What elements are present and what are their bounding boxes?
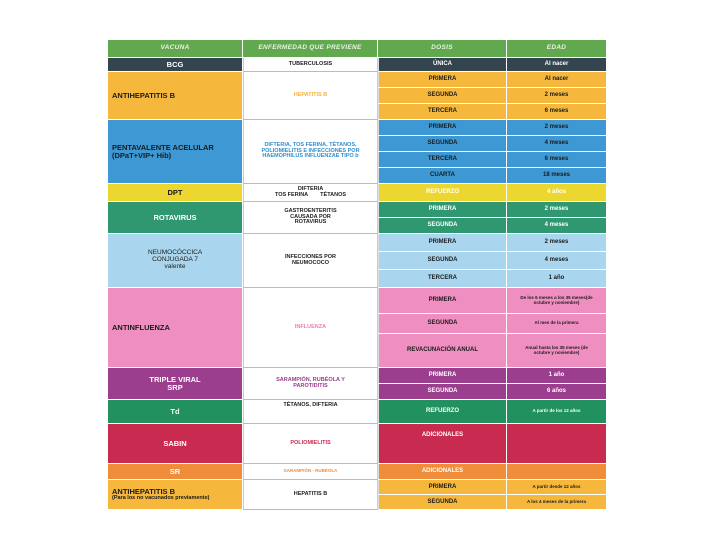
dose-r2: SEGUNDA: [378, 218, 507, 234]
disease-dpt: [243, 184, 378, 202]
vaccine-bcg: BCG: [108, 58, 243, 72]
age-i1: De los 6 meses a los 35 meses(de octubre y noviembre): [507, 288, 607, 314]
dose-hb2: SEGUNDA: [378, 495, 507, 510]
vaccine-rotavirus: ROTAVIRUS: [108, 202, 243, 234]
dose-n2: SEGUNDA: [378, 252, 507, 270]
disease-antihepatitis-b: HEPATITIS B: [243, 72, 378, 120]
disease-bcg: TUBERCULOSIS: [243, 58, 378, 72]
age-dpt: 4 años: [507, 184, 607, 202]
dose-t2: SEGUNDA: [378, 384, 507, 400]
dose-ah3: TERCERA: [378, 104, 507, 120]
disease-triple-viral: SARAMPIÓN, RUBÉOLA Y PAROTIDITIS: [243, 368, 378, 400]
dose-n3: TERCERA: [378, 270, 507, 288]
disease-sabin: POLIOMIELITIS: [243, 424, 378, 464]
age-n2: 4 meses: [507, 252, 607, 270]
disease-neumococcica: INFECCIONES POR NEUMOCOCO: [243, 234, 378, 288]
age-bcg: Al nacer: [507, 58, 607, 72]
age-ah3: 6 meses: [507, 104, 607, 120]
disease-sr: SARAMPIÓN - RUBÉOLA: [243, 464, 378, 480]
dose-n1: PRIMERA: [378, 234, 507, 252]
age-n3: 1 año: [507, 270, 607, 288]
dose-ah2: SEGUNDA: [378, 88, 507, 104]
header-edad: EDAD: [507, 40, 607, 58]
dose-p4: CUARTA: [378, 168, 507, 184]
dose-sr: ADICIONALES: [378, 464, 507, 480]
age-td: A partir de los 12 años: [507, 400, 607, 424]
header-dosis: DOSIS: [378, 40, 507, 58]
header-enfermedad: ENFERMEDAD QUE PREVIENE: [243, 40, 378, 58]
disease-dpt-bottom: TOS FERINA TÉTANOS: [274, 191, 347, 198]
vaccine-antinfluenza: ANTINFLUENZA: [108, 288, 243, 368]
age-sr: [507, 464, 607, 480]
age-n1: 2 meses: [507, 234, 607, 252]
dose-dpt: REFUERZO: [378, 184, 507, 202]
age-ah1: Al nacer: [507, 72, 607, 88]
age-p2: 4 meses: [507, 136, 607, 152]
dose-bcg: ÚNICA: [378, 58, 507, 72]
vaccine-td: Td: [108, 400, 243, 424]
dose-i3: REVACUNACIÓN ANUAL: [378, 334, 507, 368]
age-p3: 6 meses: [507, 152, 607, 168]
dose-sabin: ADICIONALES: [378, 424, 507, 464]
vaccine-antihepatitis-b: ANTIHEPATITIS B: [108, 72, 243, 120]
dose-r1: PRIMERA: [378, 202, 507, 218]
disease-rotavirus: GASTROENTERITIS CAUSADA POR ROTAVIRUS: [243, 202, 378, 234]
age-p1: 2 meses: [507, 120, 607, 136]
vaccine-triple-viral: TRIPLE VIRAL SRP: [108, 368, 243, 400]
dose-td: REFUERZO: [378, 400, 507, 424]
vaccine-dpt: DPT: [108, 184, 243, 202]
age-r1: 2 meses: [507, 202, 607, 218]
header-vacuna: VACUNA: [108, 40, 243, 58]
disease-influenza: INFLUENZA: [243, 288, 378, 368]
disease-td: TÉTANOS, DIFTERIA: [243, 400, 378, 424]
vaccine-antihepatitis-b-previous-note: (Para los no vacunados previamente): [112, 494, 210, 501]
age-i2: Al mes de la primera: [507, 314, 607, 334]
dose-p3: TERCERA: [378, 152, 507, 168]
disease-pentavalente: DIFTERIA, TOS FERINA, TÉTANOS, POLIOMIELITIS E INFECCIONES POR HAEMOPHILUS INFLUENZAE TIPO b: [243, 120, 378, 184]
age-p4: 18 meses: [507, 168, 607, 184]
age-hb1: A partir desde 12 años: [507, 480, 607, 495]
vaccine-neumococcica: NEUMOCÓCCICA CONJUGADA 7 valente: [108, 234, 243, 288]
age-ah2: 2 meses: [507, 88, 607, 104]
age-r2: 4 meses: [507, 218, 607, 234]
dose-i2: SEGUNDA: [378, 314, 507, 334]
dose-p2: SEGUNDA: [378, 136, 507, 152]
dose-i1: PRIMERA: [378, 288, 507, 314]
vaccine-antihepatitis-b-previous-label: ANTIHEPATITIS B: [112, 486, 176, 496]
dose-p1: PRIMERA: [378, 120, 507, 136]
age-i3: Anual hasta los 35 meses (de octubre y noviembre): [507, 334, 607, 368]
vaccine-sabin: SABIN: [108, 424, 243, 464]
age-sabin: [507, 424, 607, 464]
dose-t1: PRIMERA: [378, 368, 507, 384]
disease-antihepatitis-b-previous: HEPATITIS B: [243, 480, 378, 510]
vaccination-table: [108, 40, 607, 510]
vaccine-antihepatitis-b-previous: [108, 480, 243, 510]
vaccine-sr: SR: [108, 464, 243, 480]
dose-ah1: PRIMERA: [378, 72, 507, 88]
vaccine-pentavalente: PENTAVALENTE ACELULAR (DPaT+VIP+ Hib): [108, 120, 243, 184]
age-t2: 6 años: [507, 384, 607, 400]
age-t1: 1 año: [507, 368, 607, 384]
disease-dpt-top: DIFTERIA: [297, 185, 324, 192]
dose-hb1: PRIMERA: [378, 480, 507, 495]
age-hb2: A los 4 meses de la primera: [507, 495, 607, 510]
